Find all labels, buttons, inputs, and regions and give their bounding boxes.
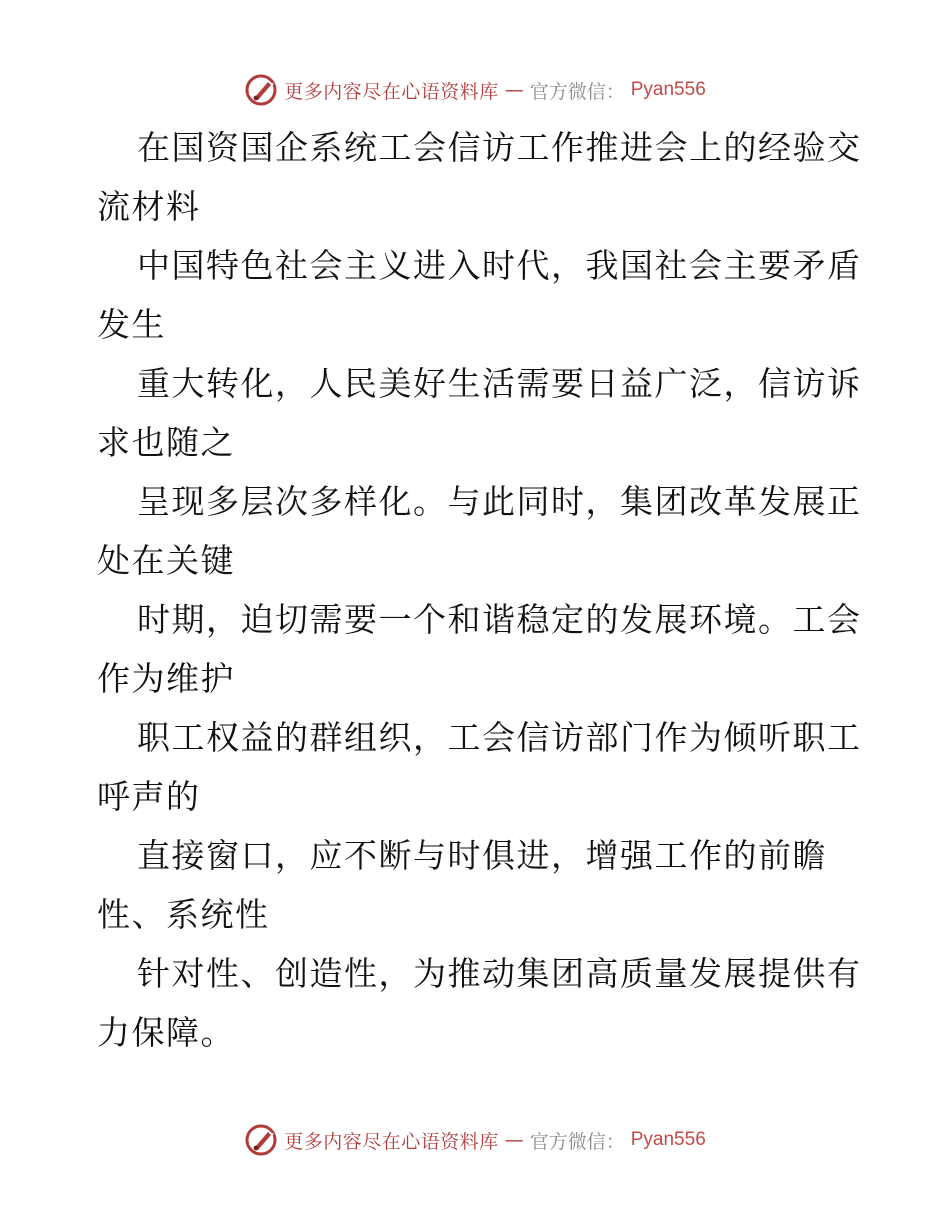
footer-banner [0, 1120, 950, 1160]
paragraph-line: 发生 [97, 305, 166, 344]
banner-wechat-id: Pyan556 [630, 1129, 706, 1150]
paragraph-line: 直接窗口，应不断与时俱进，增强工作的前瞻 [137, 836, 827, 875]
paragraph-line: 中国特色社会主义进入时代，我国社会主要矛盾 [137, 246, 862, 285]
paragraph-line: 作为维护 [97, 659, 235, 698]
banner-main-text: 更多内容尽在心语资料库 [284, 80, 499, 103]
header-banner [0, 70, 950, 110]
paragraph-line: 在国资国企系统工会信访工作推进会上的经验交 [137, 128, 862, 167]
paragraph-line: 处在关键 [97, 541, 235, 580]
paragraph [97, 590, 862, 708]
banner-wechat-id: Pyan556 [630, 79, 706, 100]
banner-content [244, 73, 706, 107]
paragraph [97, 236, 862, 354]
paragraph [97, 826, 857, 944]
paragraph [97, 472, 862, 590]
banner-content [244, 1123, 706, 1157]
banner-separator: — [504, 1129, 524, 1151]
paragraph [97, 708, 862, 826]
paragraph-line: 呈现多层次多样化。与此同时，集团改革发展正 [137, 482, 862, 521]
paragraph [97, 944, 862, 1062]
banner-separator: — [504, 79, 524, 101]
pen-swirl-icon [244, 1123, 278, 1157]
paragraph-line: 时期，迫切需要一个和谐稳定的发展环境。工会 [137, 600, 862, 639]
banner-main-text: 更多内容尽在心语资料库 [284, 1130, 499, 1153]
paragraph-line: 求也随之 [97, 423, 235, 462]
document-body [97, 118, 862, 1062]
paragraph [97, 354, 862, 472]
banner-wechat-label: 官方微信： [529, 1130, 625, 1153]
paragraph-line: 性、系统性 [97, 895, 270, 934]
paragraph-line: 流材料 [97, 187, 201, 226]
paragraph-line: 呼声的 [97, 777, 201, 816]
paragraph-line: 重大转化，人民美好生活需要日益广泛，信访诉 [137, 364, 862, 403]
banner-wechat-label: 官方微信： [529, 80, 625, 103]
pen-swirl-icon [244, 73, 278, 107]
paragraph-line: 力保障。 [97, 1013, 235, 1052]
paragraph-line: 职工权益的群组织，工会信访部门作为倾听职工 [137, 718, 862, 757]
paragraph-line: 针对性、创造性，为推动集团高质量发展提供有 [137, 954, 862, 993]
paragraph [97, 118, 862, 236]
